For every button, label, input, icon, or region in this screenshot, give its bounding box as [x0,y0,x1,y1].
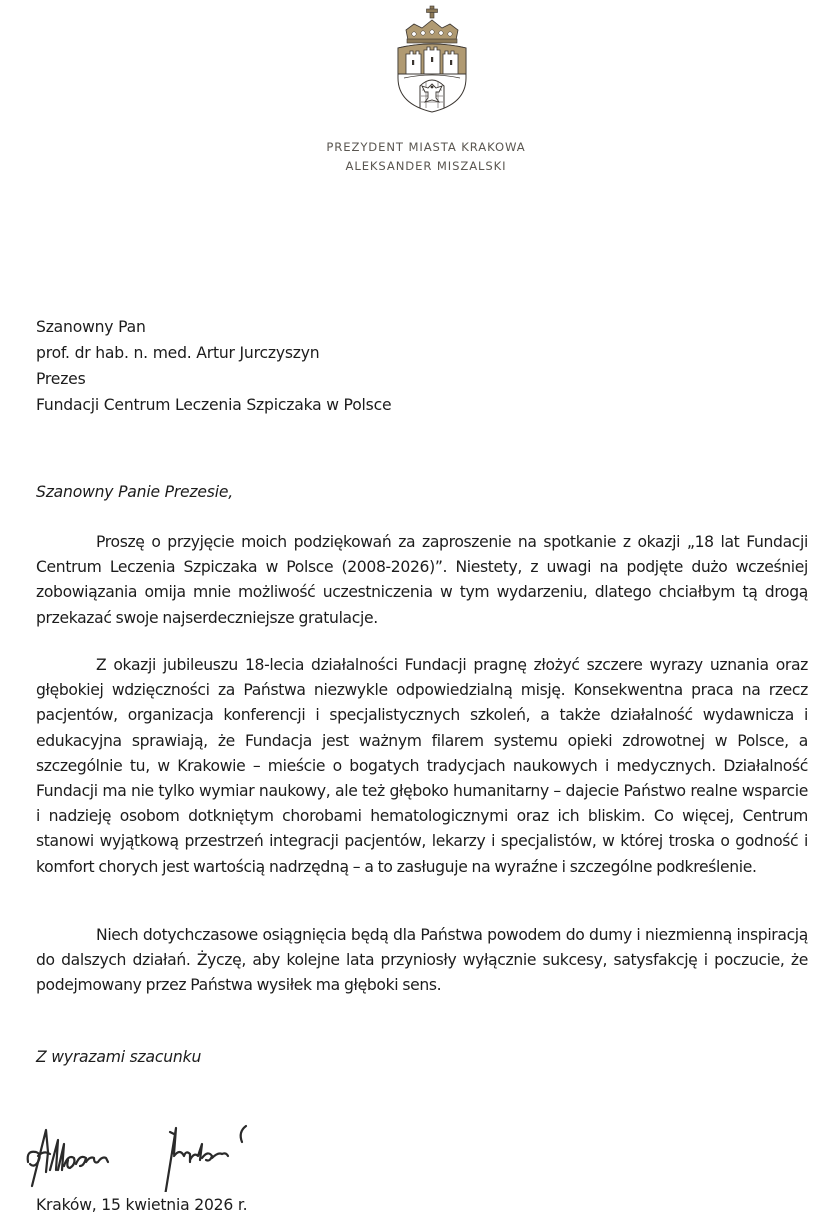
salutation: Szanowny Panie Prezesie, [36,483,234,501]
place-and-date: Kraków, 15 kwietnia 2026 r. [36,1196,248,1214]
paragraph: Z okazji jubileuszu 18-lecia działalności Fundacji pragnę złożyć szczere wyrazy uznania oraz głębokiej wdzięczności za Państwa niezwykle odpowiedzialną misję. Konsekwentna praca na rzecz pacjentów, organizacja konferencji i specjalistycznych szkoleń, a także działalność wydawnicza i edukacyjna sprawiają, że Fundacja jest ważnym filarem systemu opieki zdrowotnej w Polsce, a szczególnie tu, w Krakowie – mieście o bogatych tradycjach naukowych i medycznych. Działalność Fundacji ma nie tylko wymiar naukowy, ale też głęboko humanitarny – dajecie Państwo realne wsparcie i nadzieję osobom dotkniętym chorobami hematologicznymi oraz ich bliskim. Co więcej, Centrum stanowi wyjątkową przestrzeń integracji pacjentów, lekarzy i specjalistów, w której troska o godność i komfort chorych jest wartością nadrzędną – a to zasługuje na wyraźne i szczególne podkreślenie. [36,656,808,876]
paragraph: Niech dotychczasowe osiągnięcia będą dla Państwa powodem do dumy i niezmienną inspiracją do dalszych działań. Życzę, aby kolejne lata przyniosły wyłącznie sukcesy, satysfakcję i poczucie, że podejmowany przez Państwa wysiłek ma głęboki sens. [36,926,808,995]
recipient-line: Szanowny Pan [36,318,146,336]
closing: Z wyrazami szacunku [36,1048,202,1066]
paragraph: Proszę o przyjęcie moich podziękowań za zaproszenie na spotkanie z okazji „18 lat Fundacji Centrum Leczenia Szpiczaka w Polsce (2008-2026)”. Niestety, z uwagi na podjęte dużo wcześniej zobowiązania omija mnie możliwość uczestniczenia w tym wydarzeniu, dlatego chciałbym tą drogą przekazać swoje najserdeczniejsze gratulacje. [36,533,808,627]
recipient-line: prof. dr hab. n. med. Artur Jurczyszyn [36,344,320,362]
recipient-line: Prezes [36,370,86,388]
handwritten-signature [24,1092,274,1192]
recipient-address [36,314,391,418]
letterhead [0,138,824,176]
letterhead-title: PREZYDENT MIASTA KRAKOWA [326,140,526,154]
letterhead-name: ALEKSANDER MISZALSKI [345,159,507,173]
coat-of-arms-icon [392,4,472,116]
recipient-line: Fundacji Centrum Leczenia Szpiczaka w Polsce [36,396,392,414]
